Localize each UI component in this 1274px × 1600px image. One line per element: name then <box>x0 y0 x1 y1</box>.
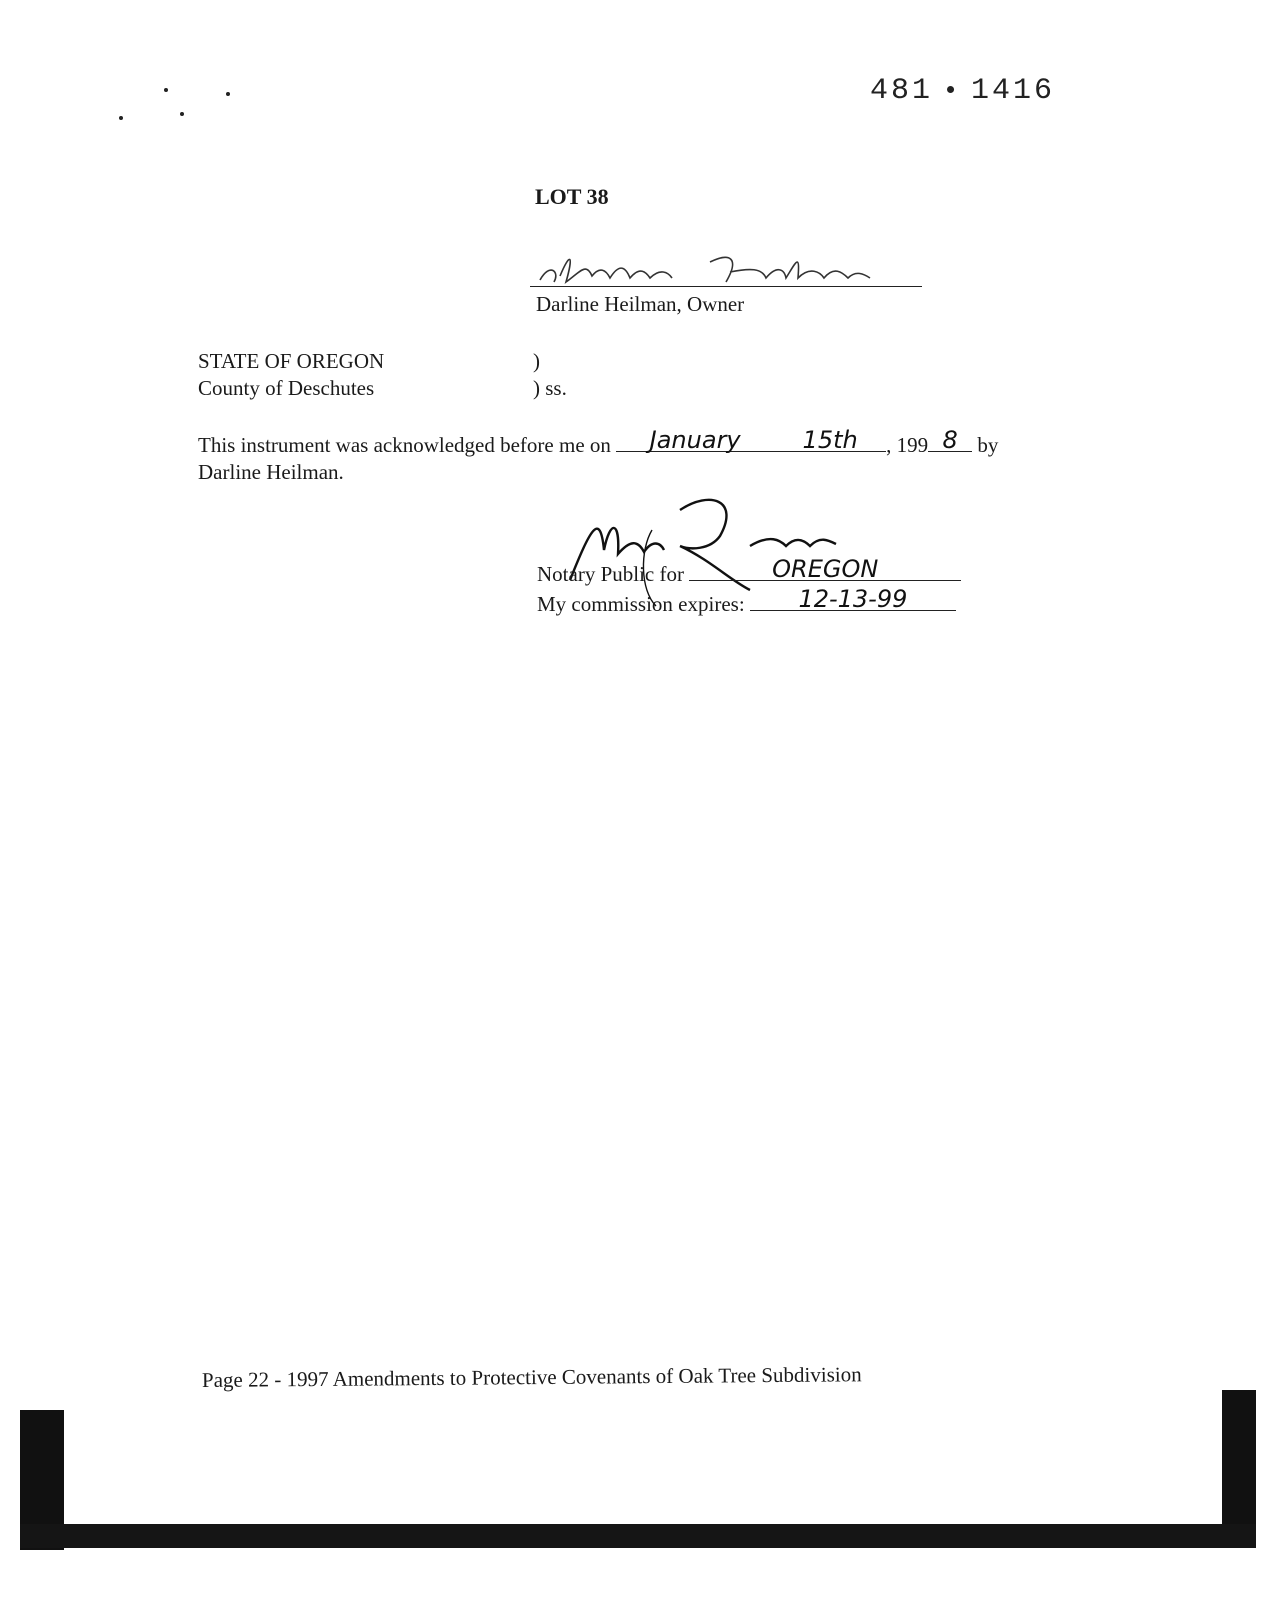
venue-parentheses <box>533 348 567 402</box>
acknowledgment-paragraph <box>198 426 999 486</box>
scan-speck <box>226 92 230 96</box>
scan-speck <box>164 88 168 92</box>
recording-separator-mark: • <box>942 76 962 106</box>
recording-page: 1416 <box>971 74 1056 108</box>
acknowledgment-day-blank <box>774 426 886 454</box>
scan-speck <box>180 112 184 116</box>
notary-block <box>537 555 961 618</box>
lot-heading: LOT 38 <box>535 184 609 209</box>
owner-printed-name: Darline Heilman, Owner <box>536 292 745 316</box>
notary-public-row <box>537 555 961 588</box>
scan-frame-bottom <box>20 1524 1256 1548</box>
page-footer: Page 22 - 1997 Amendments to Protective Covenants of Oak Tree Subdivision <box>201 1362 862 1392</box>
notary-commission-date: 12-13-99 <box>798 585 908 613</box>
recording-number <box>870 74 1055 108</box>
notary-public-state: OREGON <box>772 555 879 583</box>
acknowledgment-day: 15th <box>802 426 858 454</box>
venue-paren-ss: ) ss. <box>533 376 567 400</box>
acknowledgment-signer: Darline Heilman. <box>198 460 344 484</box>
acknowledgment-by: by <box>977 433 999 457</box>
acknowledgment-text: This instrument was acknowledged before me on <box>198 433 611 457</box>
acknowledgment-month: January <box>649 426 741 454</box>
notary-commission-label: My commission expires: <box>537 592 745 616</box>
scan-speck <box>119 116 123 120</box>
notary-public-label: Notary Public for <box>537 562 684 586</box>
acknowledgment-year-digit: 8 <box>942 426 958 454</box>
acknowledgment-year-blank <box>928 426 972 454</box>
scan-frame-right <box>1222 1390 1256 1532</box>
acknowledgment-month-blank <box>616 426 774 454</box>
venue-paren-1: ) <box>533 349 540 373</box>
owner-signature-image <box>530 232 930 292</box>
owner-signature-line <box>530 286 922 287</box>
acknowledgment-line-1 <box>198 426 999 459</box>
venue-block <box>198 348 384 402</box>
venue-state: STATE OF OREGON <box>198 349 385 373</box>
notary-public-blank <box>689 555 961 583</box>
notary-commission-blank <box>750 585 956 613</box>
acknowledgment-year-prefix: , 199 <box>886 433 929 457</box>
venue-county: County of Deschutes <box>198 376 375 400</box>
recording-book: 481 <box>870 74 934 108</box>
notary-commission-row <box>537 585 961 618</box>
scan-frame-inner <box>64 1410 1222 1526</box>
